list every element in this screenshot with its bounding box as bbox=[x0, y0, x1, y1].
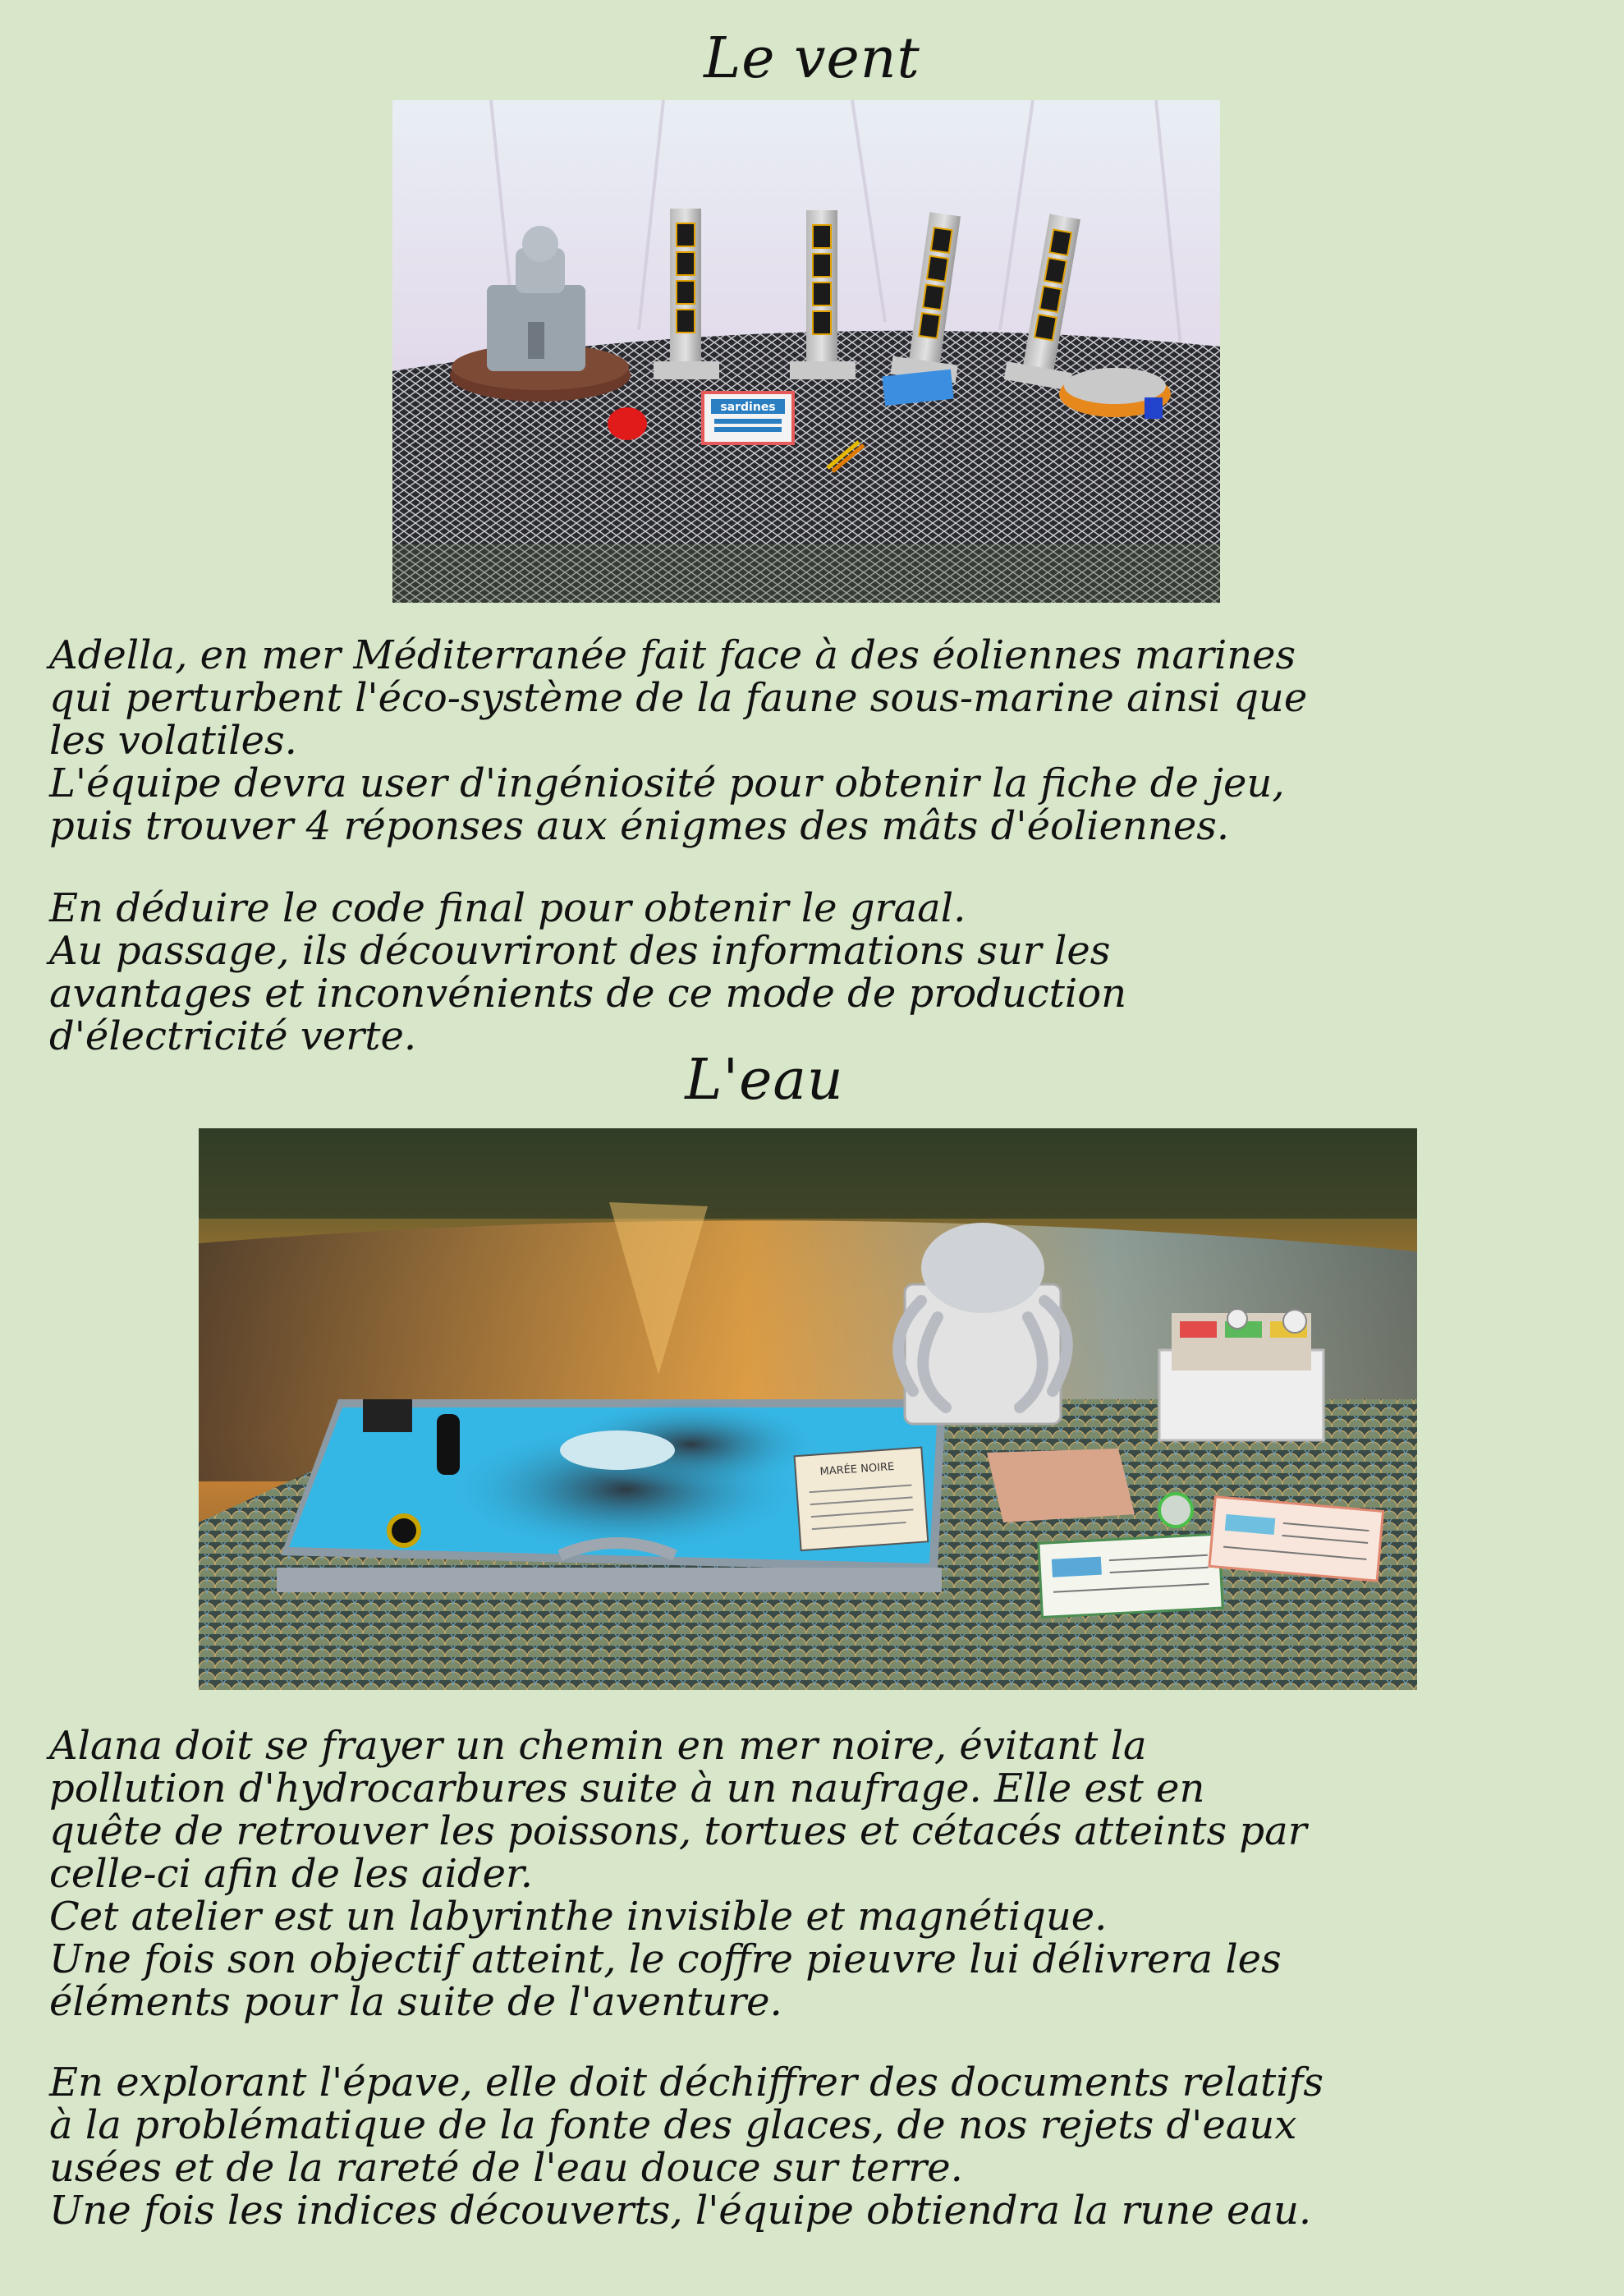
water-workshop-photo bbox=[199, 1128, 1417, 1690]
water-paragraph-2: En explorant l'épave, elle doit déchiffrer des documents relatifs à la problématique de la fonte des glaces, de nos rejets d'eaux usées et de la rareté de l'eau douce sur terre. Une fois les indices découverts, l'équipe obtiendra la rune eau. bbox=[49, 2060, 1324, 2234]
water-paragraph-1: Alana doit se frayer un chemin en mer noire, évitant la pollution d'hydrocarbures suite à un naufrage. Elle est en quête de retrouver les poissons, tortues et cétacés atteints par celle-ci afin de les aider. Cet atelier est un labyrinthe invisible et magnétique. Une fois son objectif atteint, le coffre pieuvre lui délivrera les éléments pour la suite de l'aventure. bbox=[49, 1723, 1307, 2025]
wind-paragraph-2: En déduire le code final pour obtenir le graal. Au passage, ils découvriront des informations sur les avantages et inconvénients de ce mode de production d'électricité verte. bbox=[49, 885, 1127, 1059]
wind-section-title: Le vent bbox=[704, 26, 920, 91]
maree-noire-card-label: MARÉE NOIRE bbox=[819, 1460, 895, 1479]
sardines-box-label: sardines bbox=[720, 401, 776, 414]
wind-workshop-photo bbox=[392, 100, 1220, 603]
water-section-title: L'eau bbox=[685, 1048, 844, 1113]
wind-paragraph-1: Adella, en mer Méditerranée fait face à des éoliennes marines qui perturbent l'éco-système de la faune sous-marine ainsi que les volatiles. L'équipe devra user d'ingéniosité pour obtenir la fiche de jeu, puis trouver 4 réponses aux énigmes des mâts d'éoliennes. bbox=[49, 632, 1308, 849]
